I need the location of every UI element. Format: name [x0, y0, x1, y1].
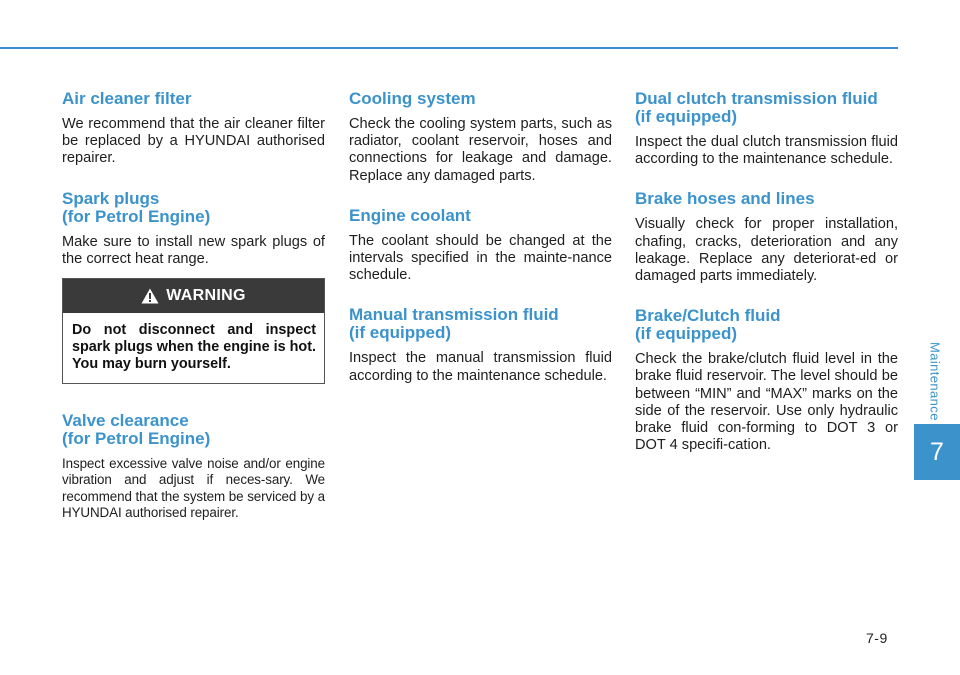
section-title-brake-fluid: Brake/Clutch fluid (if equipped) [635, 306, 781, 344]
warning-text: Do not disconnect and inspect spark plugs when the engine is hot. You may burn yourself. [72, 322, 316, 373]
section-body-brake-hoses: Visually check for proper installation, chafing, cracks, deterioration and any leakage. Replace any deteriorat-ed or damaged parts immediately. [635, 216, 898, 285]
section-body-engine-coolant: The coolant should be changed at the intervals specified in the mainte-nance schedule. [349, 232, 612, 284]
section-body-brake-fluid: Check the brake/clutch fluid level in the brake fluid reservoir. The level should be between “MIN” and “MAX” marks on the side of the reservoir. Use only hydraulic brake fluid con-forming to DOT 3 or DOT 4 specifi-cation. [635, 351, 898, 454]
column-middle [349, 90, 612, 407]
section-body-dual-clutch: Inspect the dual clutch transmission fluid according to the maintenance schedule. [635, 134, 898, 168]
header-rule [0, 47, 898, 49]
section-title-air-cleaner: Air cleaner filter [62, 89, 192, 108]
warning-box [62, 278, 325, 384]
warning-label: WARNING [166, 287, 246, 305]
warning-header [63, 279, 324, 313]
section-title-manual-transmission: Manual transmission fluid (if equipped) [349, 305, 559, 343]
chapter-side-label: Maintenance [927, 341, 943, 421]
chapter-tab: 7 [914, 424, 960, 480]
section-title-valve-clearance: Valve clearance (for Petrol Engine) [62, 411, 211, 449]
section-body-air-cleaner: We recommend that the air cleaner filter be replaced by a HYUNDAI authorised repairer. [62, 116, 325, 167]
section-title-engine-coolant: Engine coolant [349, 205, 471, 225]
column-left [62, 90, 325, 543]
section-body-cooling-system: Check the cooling system parts, such as radiator, coolant reservoir, hoses and connections for leakage and damage. Replace any damaged parts. [349, 116, 612, 184]
section-title-brake-hoses: Brake hoses and lines [635, 189, 815, 209]
warning-triangle-icon [141, 288, 159, 304]
page-number: 7-9 [866, 630, 888, 646]
section-title-cooling-system: Cooling system [349, 89, 476, 108]
section-title-dual-clutch: Dual clutch transmission fluid (if equipped) [635, 89, 878, 126]
column-right [635, 90, 898, 476]
section-body-valve-clearance: Inspect excessive valve noise and/or engine vibration and adjust if neces-sary. We recommend that the system be serviced by a HYUNDAI authorised repairer. [62, 456, 325, 520]
section-title-spark-plugs: Spark plugs (for Petrol Engine) [62, 188, 211, 226]
section-body-spark-plugs: Make sure to install new spark plugs of the correct heat range. [62, 233, 325, 267]
section-body-manual-transmission: Inspect the manual transmission fluid according to the maintenance schedule. [349, 350, 612, 384]
